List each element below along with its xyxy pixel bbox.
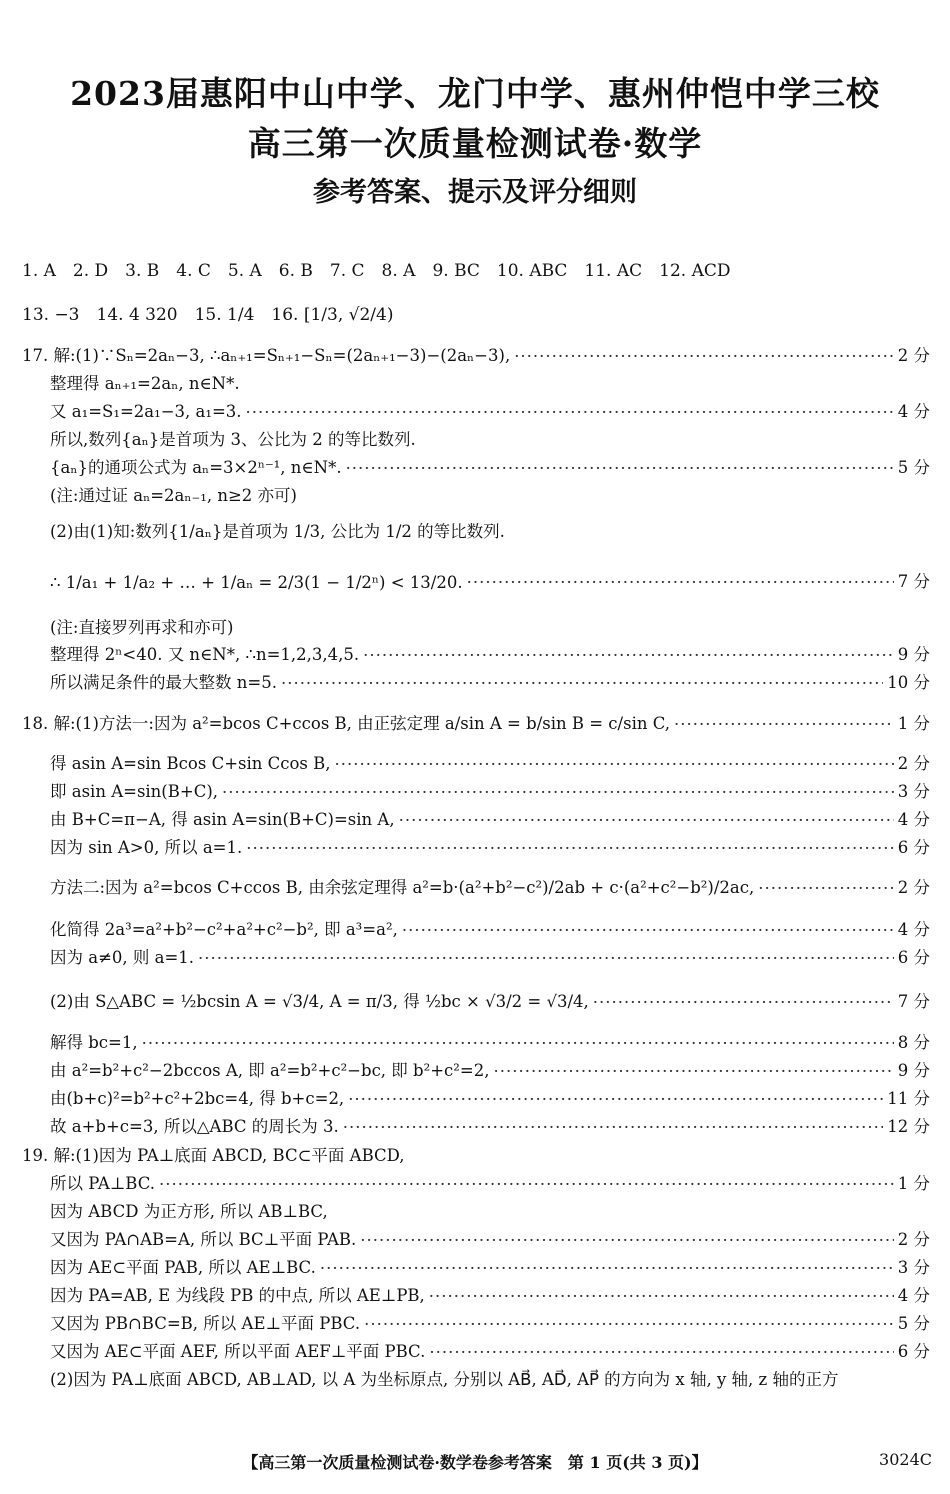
solution-text: 即 asin A=sin(B+C), bbox=[50, 782, 219, 801]
score-points: 6 分 bbox=[897, 948, 930, 967]
leader-dots bbox=[364, 1315, 894, 1334]
solution-line bbox=[50, 918, 930, 940]
solution-text: 因为 ABCD 为正方形, 所以 AB⊥BC, bbox=[50, 1202, 328, 1221]
choice-answers: 1. A 2. D 3. B 4. C 5. A 6. B 7. C 8. A 9. BC 10. ABC 11. AC 12. ACD bbox=[22, 261, 731, 281]
solution-line bbox=[50, 752, 930, 774]
score-points: 4 分 bbox=[897, 402, 930, 421]
solution-text: 因为 AE⊂平面 PAB, 所以 AE⊥BC. bbox=[50, 1258, 316, 1277]
leader-dots bbox=[246, 403, 894, 422]
solution-text: (注:直接罗列再求和亦可) bbox=[50, 618, 234, 637]
solution-line bbox=[50, 400, 930, 422]
solution-line bbox=[50, 428, 930, 450]
leader-dots bbox=[159, 1175, 894, 1194]
score-points: 1 分 bbox=[897, 1174, 930, 1193]
solution-line bbox=[50, 484, 930, 506]
leader-dots bbox=[348, 1090, 883, 1109]
leader-dots bbox=[335, 755, 894, 774]
solution-line bbox=[50, 671, 930, 693]
leader-dots bbox=[402, 921, 894, 940]
solution-line bbox=[50, 616, 930, 638]
solution-line bbox=[50, 1284, 930, 1306]
solution-text: 又 a₁=S₁=2a₁−3, a₁=3. bbox=[50, 402, 242, 421]
solution-text: 方法二:因为 a²=bcos C+ccos B, 由余弦定理得 a²=b·(a²+b²−c²)/2ab + c·(a²+c²−b²)/2ac, bbox=[50, 878, 755, 897]
solution-text: 整理得 2ⁿ<40. 又 n∈N*, ∴n=1,2,3,4,5. bbox=[50, 645, 360, 664]
leader-dots bbox=[758, 879, 894, 898]
solution-line bbox=[22, 344, 930, 366]
solution-line bbox=[50, 990, 930, 1012]
leader-dots bbox=[142, 1034, 894, 1053]
title-line-3: 参考答案、提示及评分细则 bbox=[313, 177, 637, 208]
leader-dots bbox=[320, 1259, 894, 1278]
score-points: 6 分 bbox=[897, 1342, 930, 1361]
score-points: 3 分 bbox=[897, 782, 930, 801]
leader-dots bbox=[514, 347, 894, 366]
solution-line bbox=[22, 1144, 930, 1166]
score-points: 2 分 bbox=[897, 346, 930, 365]
score-points: 6 分 bbox=[897, 838, 930, 857]
solution-line bbox=[50, 780, 930, 802]
solution-text: (2)因为 PA⊥底面 ABCD, AB⊥AD, 以 A 为坐标原点, 分别以 AB⃗, AD⃗, AP⃗ 的方向为 x 轴, y 轴, z 轴的正方 bbox=[50, 1370, 839, 1389]
solution-text: 因为 PA=AB, E 为线段 PB 的中点, 所以 AE⊥PB, bbox=[50, 1286, 425, 1305]
solution-line bbox=[50, 1340, 930, 1362]
solution-text: 又因为 PB∩BC=B, 所以 AE⊥平面 PBC. bbox=[50, 1314, 361, 1333]
solution-line bbox=[50, 1059, 930, 1081]
solution-text: 整理得 aₙ₊₁=2aₙ, n∈N*. bbox=[50, 374, 240, 393]
solution-text: 解得 bc=1, bbox=[50, 1033, 138, 1052]
score-points: 2 分 bbox=[897, 754, 930, 773]
leader-dots bbox=[222, 783, 894, 802]
solution-text: 所以 PA⊥BC. bbox=[50, 1174, 155, 1193]
score-points: 9 分 bbox=[897, 1061, 930, 1080]
score-points: 11 分 bbox=[887, 1089, 930, 1108]
solution-text: 化简得 2a³=a²+b²−c²+a²+c²−b², 即 a³=a², bbox=[50, 920, 398, 939]
solution-text: 由 B+C=π−A, 得 asin A=sin(B+C)=sin A, bbox=[50, 810, 395, 829]
solution-text: 又因为 PA∩AB=A, 所以 BC⊥平面 PAB. bbox=[50, 1230, 357, 1249]
leader-dots bbox=[399, 811, 894, 830]
solution-line bbox=[22, 712, 930, 734]
solution-text: 因为 sin A>0, 所以 a=1. bbox=[50, 838, 243, 857]
solution-line bbox=[50, 946, 930, 968]
score-points: 3 分 bbox=[897, 1258, 930, 1277]
solution-text: 所以,数列{aₙ}是首项为 3、公比为 2 的等比数列. bbox=[50, 430, 416, 449]
solution-text: ∴ 1/a₁ + 1/a₂ + … + 1/aₙ = 2/3(1 − 1/2ⁿ) < 13/20. bbox=[50, 573, 463, 592]
solution-text: 故 a+b+c=3, 所以△ABC 的周长为 3. bbox=[50, 1117, 339, 1136]
solution-line bbox=[50, 1087, 930, 1109]
footer-code: 3024C bbox=[879, 1450, 932, 1469]
score-points: 2 分 bbox=[897, 1230, 930, 1249]
leader-dots bbox=[674, 715, 894, 734]
solution-text: 所以满足条件的最大整数 n=5. bbox=[50, 673, 277, 692]
leader-dots bbox=[593, 993, 894, 1012]
solution-line bbox=[50, 876, 930, 898]
score-points: 1 分 bbox=[897, 714, 930, 733]
solution-line bbox=[50, 1115, 930, 1137]
leader-dots bbox=[429, 1343, 893, 1362]
solution-line bbox=[50, 1200, 930, 1222]
score-points: 8 分 bbox=[897, 1033, 930, 1052]
score-points: 10 分 bbox=[887, 673, 930, 692]
solution-text: 由 a²=b²+c²−2bccos A, 即 a²=b²+c²−bc, 即 b²+c²=2, bbox=[50, 1061, 490, 1080]
solution-line bbox=[50, 1256, 930, 1278]
solution-line bbox=[50, 520, 930, 542]
solution-line bbox=[50, 1031, 930, 1053]
leader-dots bbox=[467, 573, 894, 592]
solution-line bbox=[50, 643, 930, 665]
score-points: 2 分 bbox=[897, 878, 930, 897]
title-line-2: 高三第一次质量检测试卷·数学 bbox=[247, 124, 703, 163]
score-points: 7 分 bbox=[897, 572, 930, 591]
score-points: 5 分 bbox=[897, 1314, 930, 1333]
solution-line bbox=[50, 570, 930, 592]
solution-text: {aₙ}的通项公式为 aₙ=3×2ⁿ⁻¹, n∈N*. bbox=[50, 458, 342, 477]
leader-dots bbox=[363, 646, 894, 665]
solution-text: 19. 解:(1)因为 PA⊥底面 ABCD, BC⊂平面 ABCD, bbox=[22, 1146, 405, 1165]
footer-title: 【高三第一次质量检测试卷·数学卷参考答案 第 1 页(共 3 页)】 bbox=[242, 1453, 708, 1472]
solution-text: 得 asin A=sin Bcos C+sin Ccos B, bbox=[50, 754, 331, 773]
solution-line bbox=[50, 1312, 930, 1334]
score-points: 4 分 bbox=[897, 810, 930, 829]
solution-text: 又因为 AE⊂平面 AEF, 所以平面 AEF⊥平面 PBC. bbox=[50, 1342, 426, 1361]
solution-text: 17. 解:(1)∵Sₙ=2aₙ−3, ∴aₙ₊₁=Sₙ₊₁−Sₙ=(2aₙ₊₁−3)−(2aₙ−3), bbox=[22, 346, 511, 365]
solution-line bbox=[50, 456, 930, 478]
solution-text: (2)由(1)知:数列{1/aₙ}是首项为 1/3, 公比为 1/2 的等比数列. bbox=[50, 522, 505, 541]
leader-dots bbox=[246, 839, 894, 858]
leader-dots bbox=[281, 674, 883, 693]
title-line-1: 2023届惠阳中山中学、龙门中学、惠州仲恺中学三校 bbox=[70, 74, 880, 113]
solution-line bbox=[50, 1368, 930, 1390]
solution-text: 18. 解:(1)方法一:因为 a²=bcos C+ccos B, 由正弦定理 a/sin A = b/sin B = c/sin C, bbox=[22, 714, 671, 733]
solution-text: (注:通过证 aₙ=2aₙ₋₁, n≥2 亦可) bbox=[50, 486, 297, 505]
solution-line bbox=[50, 1172, 930, 1194]
score-points: 5 分 bbox=[897, 458, 930, 477]
leader-dots bbox=[343, 1118, 884, 1137]
fill-blank-answers: 13. −3 14. 4 320 15. 1/4 16. [1/3, √2/4) bbox=[22, 305, 394, 325]
leader-dots bbox=[346, 459, 894, 478]
solution-text: 由(b+c)²=b²+c²+2bc=4, 得 b+c=2, bbox=[50, 1089, 345, 1108]
score-points: 9 分 bbox=[897, 645, 930, 664]
solution-line bbox=[50, 836, 930, 858]
page-footer bbox=[0, 1450, 950, 1472]
solution-line bbox=[50, 808, 930, 830]
solution-line bbox=[50, 1228, 930, 1250]
score-points: 12 分 bbox=[887, 1117, 930, 1136]
score-points: 4 分 bbox=[897, 1286, 930, 1305]
leader-dots bbox=[493, 1062, 893, 1081]
leader-dots bbox=[198, 949, 894, 968]
solution-text: (2)由 S△ABC = ½bcsin A = √3/4, A = π/3, 得 ½bc × √3/2 = √3/4, bbox=[50, 992, 589, 1011]
leader-dots bbox=[360, 1231, 893, 1250]
leader-dots bbox=[429, 1287, 894, 1306]
solution-text: 因为 a≠0, 则 a=1. bbox=[50, 948, 195, 967]
score-points: 4 分 bbox=[897, 920, 930, 939]
solution-line bbox=[50, 372, 930, 394]
score-points: 7 分 bbox=[897, 992, 930, 1011]
